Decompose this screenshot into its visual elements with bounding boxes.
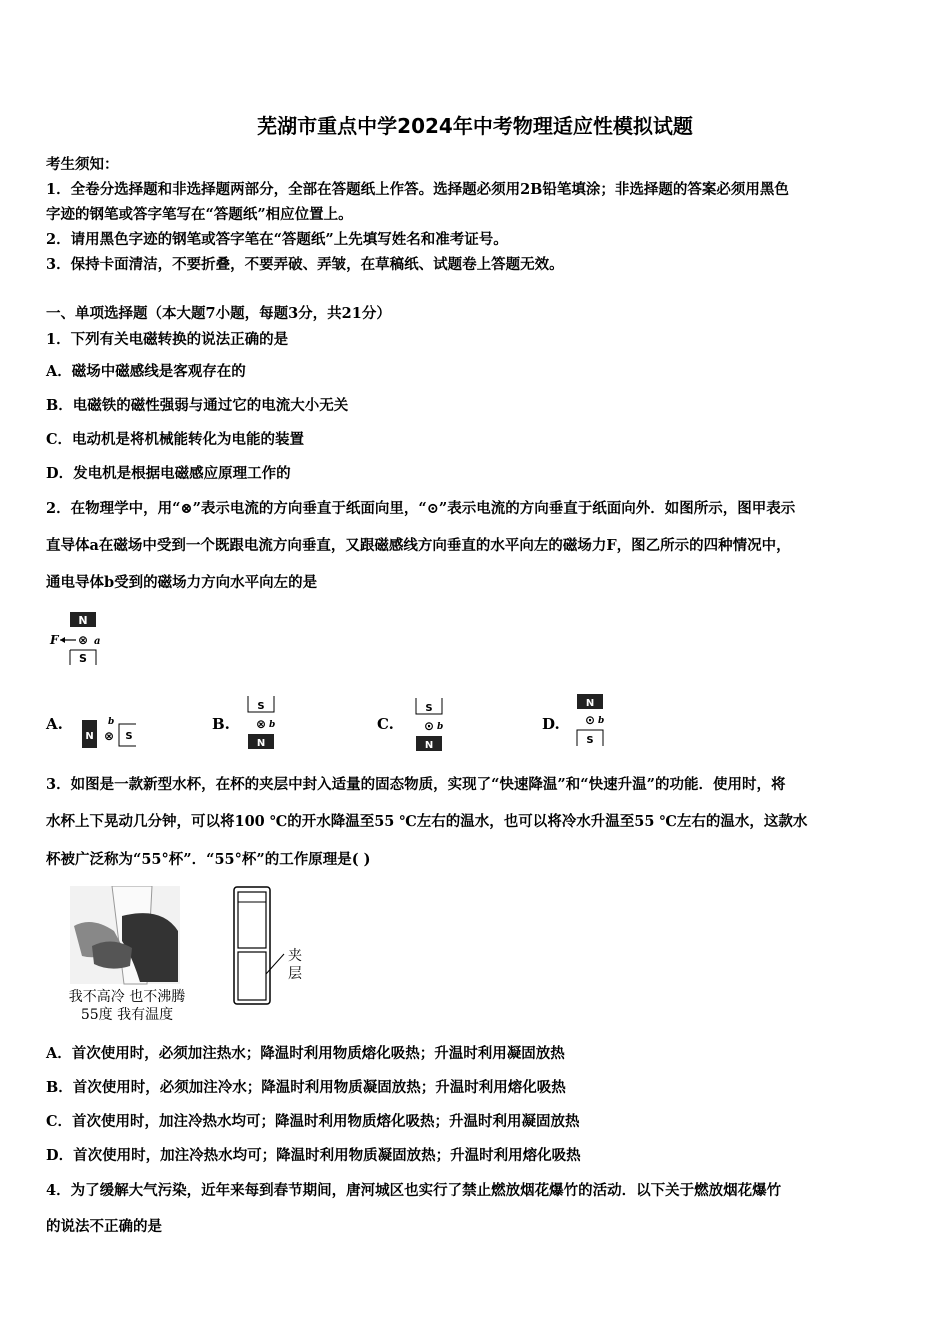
page-title: 芜湖市重点中学2024年中考物理适应性模拟试题: [257, 114, 693, 138]
s-pole-label: S: [425, 703, 433, 714]
interlayer-label-2: 层: [288, 966, 302, 982]
question-2-option-c-figure: [413, 696, 453, 754]
wire-cross-symbol: ⊗: [103, 729, 115, 743]
question-3-option-b: B．首次使用时，必须加注冷水；降温时利用物质凝固放热；升温时利用熔化吸热: [46, 1079, 566, 1096]
question-3-option-a: A．首次使用时，必须加注热水；降温时利用物质熔化吸热；升温时利用凝固放热: [46, 1045, 565, 1062]
question-2-option-b-label: B.: [212, 715, 230, 733]
cup-outer-wall: [234, 887, 270, 1004]
notice-heading: 考生须知：: [46, 156, 119, 173]
question-2-option-b-figure: [244, 694, 284, 752]
question-1-option-a: A．磁场中磁感线是客观存在的: [46, 363, 246, 380]
question-2-option-a-figure: [80, 710, 140, 752]
notice-item: 字迹的钢笔或答字笔写在“答题纸”相应位置上。: [46, 206, 353, 223]
question-3-cup-photo: [52, 886, 202, 1026]
n-pole-label: N: [585, 698, 595, 709]
question-2-option-a-label: A.: [46, 715, 63, 733]
n-pole-label: N: [85, 731, 94, 742]
question-1-option-c: C．电动机是将机械能转化为电能的装置: [46, 431, 305, 448]
force-arrow-head: [60, 637, 65, 643]
question-3-stem-line: 杯被广泛称为“55°杯”．“55°杯”的工作原理是( ): [46, 851, 371, 868]
question-2-figure-main: [44, 608, 114, 668]
s-pole-label: S: [125, 731, 133, 742]
wire-label: b: [598, 716, 605, 726]
hand-grip: [92, 941, 132, 968]
question-2-stem-line: 直导体a在磁场中受到一个既跟电流方向垂直，又跟磁感线方向垂直的水平向左的磁场力F，图乙所示的四种情况中，: [46, 537, 791, 554]
question-1-option-b: B．电磁铁的磁性强弱与通过它的电流大小无关: [46, 397, 349, 414]
wire-dot-symbol: ⊙: [423, 719, 435, 733]
interlayer-label-1: 夹: [288, 948, 302, 964]
photo-caption-line-1: 我不高冷 也不沸腾: [68, 989, 186, 1005]
s-pole-label: S: [79, 652, 87, 665]
wire-cross-symbol: ⊗: [255, 717, 267, 731]
cup-upper-chamber: [238, 892, 266, 948]
question-3-cup-diagram: [230, 884, 320, 1010]
wire-dot-symbol: ⊙: [584, 713, 596, 727]
question-3-stem-line: 3．如图是一款新型水杯，在杯的夹层中封入适量的固态物质，实现了“快速降温”和“快速升温”的功能．使用时，将: [46, 776, 786, 793]
notice-item: 3．保持卡面清洁，不要折叠，不要弄破、弄皱，在草稿纸、试题卷上答题无效。: [46, 256, 564, 273]
cup-interlayer: [238, 952, 266, 1000]
question-3-stem-line: 水杯上下晃动几分钟，可以将100 ℃的开水降温至55 ℃左右的温水，也可以将冷水升温至55 ℃左右的温水，这款水: [46, 813, 808, 830]
n-pole-label: N: [424, 740, 434, 751]
question-2-option-d-label: D.: [542, 715, 560, 733]
section-heading: 一、单项选择题（本大题7小题，每题3分，共21分）: [46, 305, 391, 322]
question-1-stem: 1．下列有关电磁转换的说法正确的是: [46, 331, 289, 348]
wire-label: b: [437, 722, 444, 732]
question-2-stem-line: 通电导体b受到的磁场力方向水平向左的是: [46, 574, 318, 591]
question-3-option-d: D．首次使用时，加注冷热水均可；降温时利用物质凝固放热；升温时利用熔化吸热: [46, 1147, 581, 1164]
question-3-option-c: C．首次使用时，加注冷热水均可；降温时利用物质熔化吸热；升温时利用凝固放热: [46, 1113, 580, 1130]
wire-cross-symbol: ⊗: [77, 633, 89, 647]
n-pole-label: N: [256, 738, 266, 749]
question-2-option-d-figure: [574, 692, 614, 750]
n-pole-label: N: [78, 614, 88, 627]
wire-label: b: [108, 717, 115, 727]
question-4-stem-line: 的说法不正确的是: [46, 1218, 162, 1235]
wire-label: b: [269, 720, 276, 730]
question-2-stem-line: 2．在物理学中，用“⊗”表示电流的方向垂直于纸面向里，“⊙”表示电流的方向垂直于纸面向外．如图所示，图甲表示: [46, 500, 796, 517]
question-4-stem-line: 4．为了缓解大气污染，近年来每到春节期间，唐河城区也实行了禁止燃放烟花爆竹的活动．以下关于燃放烟花爆竹: [46, 1182, 782, 1199]
wire-label: a: [94, 636, 101, 647]
question-2-option-c-label: C.: [377, 715, 394, 733]
s-pole-label: S: [257, 701, 265, 712]
photo-caption-line-2: 55度 我有温度: [80, 1007, 174, 1023]
notice-item: 1．全卷分选择题和非选择题两部分，全部在答题纸上作答。选择题必须用2B铅笔填涂；非选择题的答案必须用黑色: [46, 181, 789, 198]
interlayer-pointer: [266, 954, 284, 974]
s-pole-label: S: [586, 735, 594, 746]
force-label: F: [50, 633, 59, 647]
notice-item: 2．请用黑色字迹的钢笔或答字笔在“答题纸”上先填写姓名和准考证号。: [46, 231, 508, 248]
question-1-option-d: D．发电机是根据电磁感应原理工作的: [46, 465, 291, 482]
